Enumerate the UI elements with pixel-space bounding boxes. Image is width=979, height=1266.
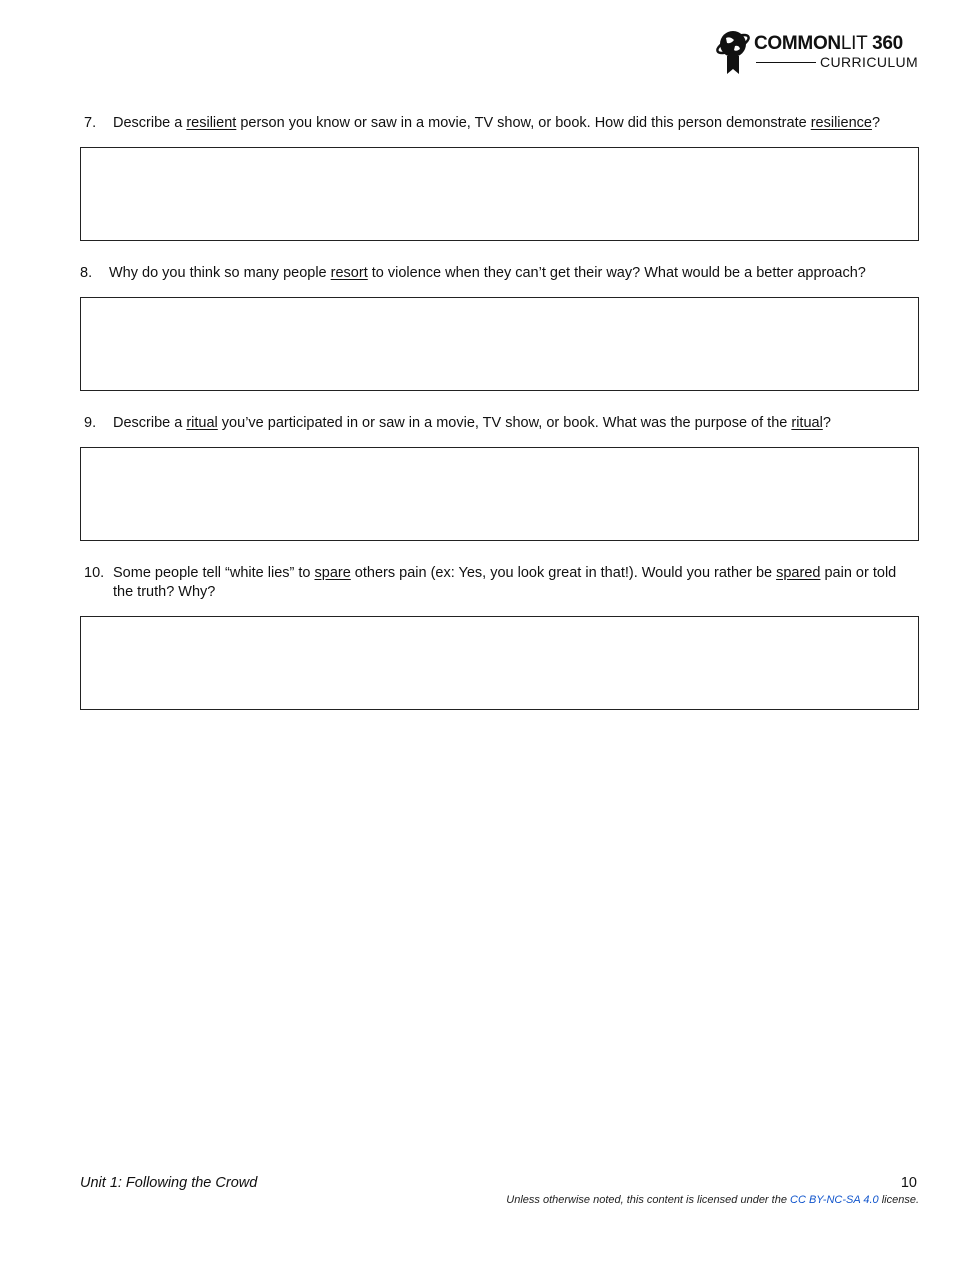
answer-box-10[interactable] xyxy=(80,616,919,710)
question-text: Why do you think so many people resort to violence when they can’t get their way? What would be a better approach? xyxy=(109,265,866,281)
question-text: Describe a ritual you’ve participated in or saw in a movie, TV show, or book. What was the purpose of the ritual? xyxy=(113,415,831,431)
vocab-word: ritual xyxy=(791,415,823,431)
vocab-word: resilience xyxy=(810,115,872,131)
license-link[interactable]: CC BY-NC-SA 4.0 xyxy=(790,1194,879,1206)
logo-wordmark: COMMONLIT 360 xyxy=(754,33,903,54)
license-notice: Unless otherwise noted, this content is licensed under the CC BY-NC-SA 4.0 license. xyxy=(506,1194,919,1206)
vocab-word: resilient xyxy=(186,115,237,131)
logo-divider xyxy=(756,62,816,63)
answer-box-8[interactable] xyxy=(80,297,919,391)
question-number: 10. xyxy=(84,565,105,581)
page-number: 10 xyxy=(900,1175,917,1191)
question-number: 7. xyxy=(84,115,97,131)
question-number: 9. xyxy=(84,415,97,431)
vocab-word: spared xyxy=(776,565,821,581)
globe-ribbon-icon xyxy=(714,28,752,76)
question-text: Some people tell “white lies” to spare others pain (ex: Yes, you look great in that!). Would you rather be spared pain or told the truth? Why? xyxy=(113,565,897,600)
answer-box-9[interactable] xyxy=(80,447,919,541)
vocab-word: spare xyxy=(314,565,351,581)
question-number: 8. xyxy=(80,265,93,281)
commonlit-logo xyxy=(714,28,924,76)
vocab-word: resort xyxy=(330,265,368,281)
footer-unit-title: Unit 1: Following the Crowd xyxy=(80,1175,258,1191)
answer-box-7[interactable] xyxy=(80,147,919,241)
vocab-word: ritual xyxy=(186,415,218,431)
question-text: Describe a resilient person you know or saw in a movie, TV show, or book. How did this person demonstrate resilience? xyxy=(113,115,881,131)
logo-subtitle: CURRICULUM xyxy=(820,54,919,70)
